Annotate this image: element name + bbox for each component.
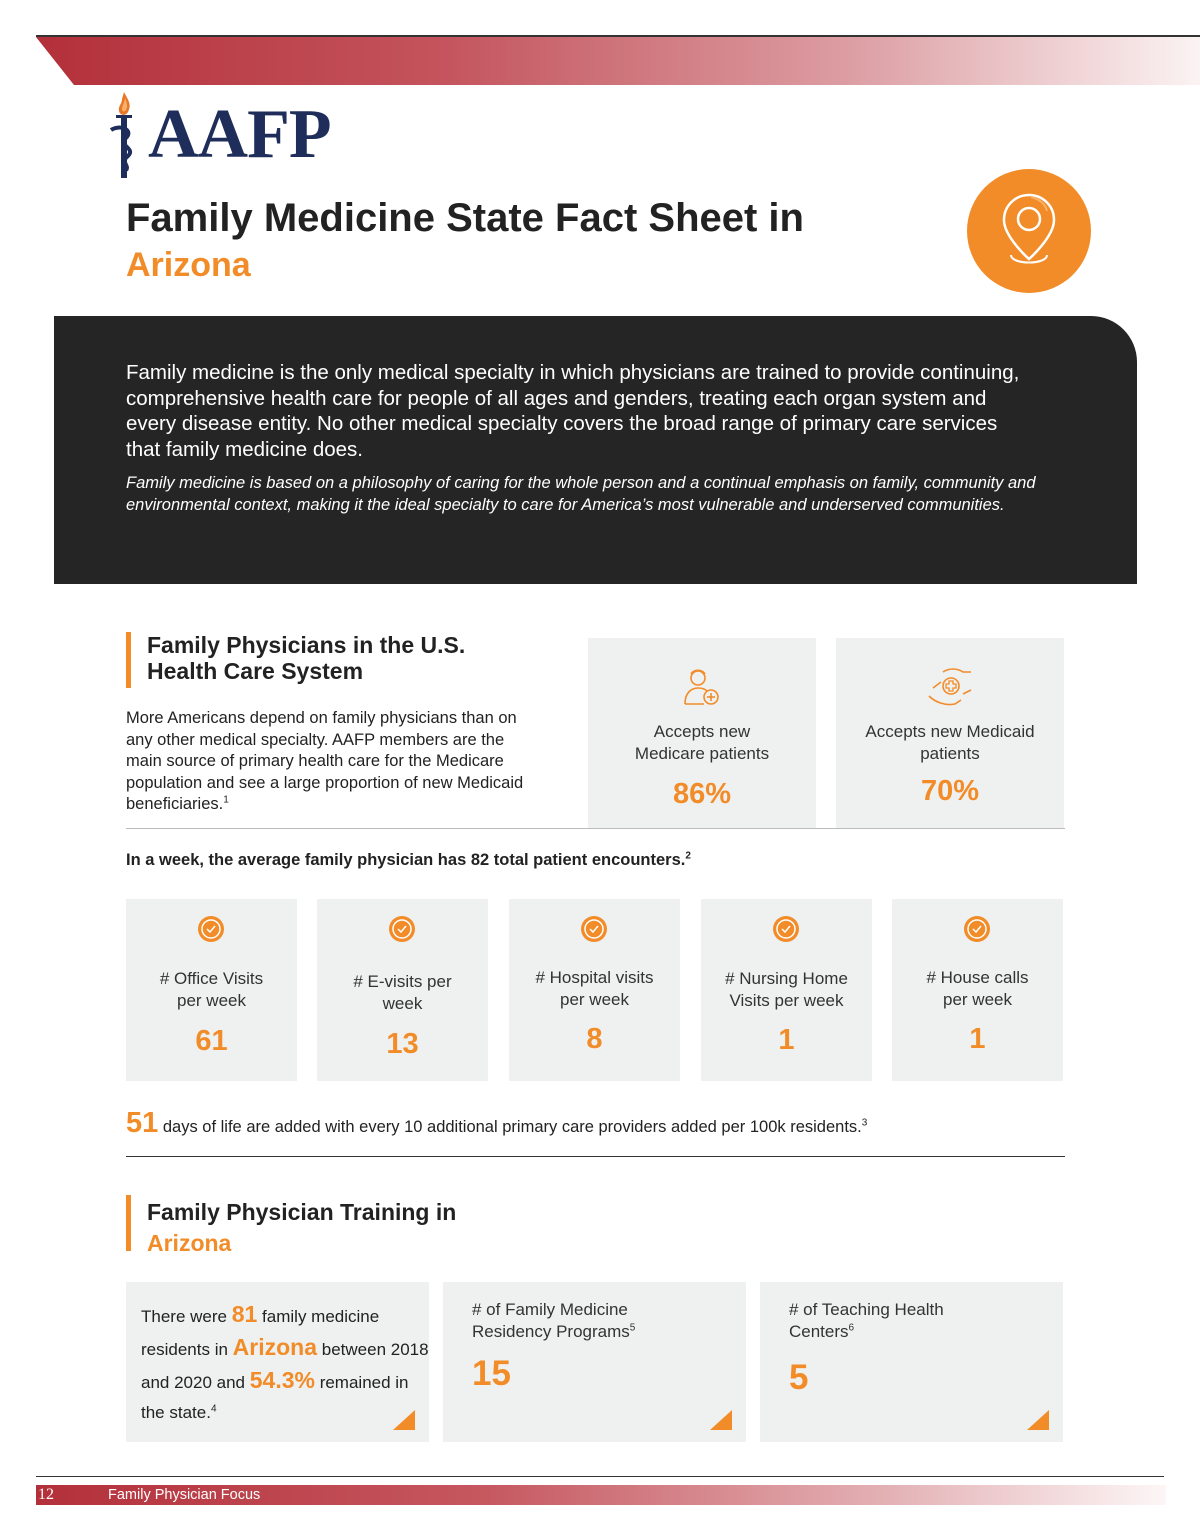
doctor-plus-icon xyxy=(682,666,722,708)
logo-text: AAFP xyxy=(148,96,331,173)
us-section-title xyxy=(147,632,465,684)
corner-triangle-icon xyxy=(710,1410,732,1430)
accent-bar xyxy=(126,632,131,688)
week-value: 1 xyxy=(969,1023,986,1055)
medicaid-value: 70% xyxy=(920,775,980,807)
check-badge-icon xyxy=(579,914,609,944)
encounters-text: In a week, the average family physician has 82 total patient encounters. xyxy=(126,851,686,869)
retention-percent: 54.3% xyxy=(249,1367,315,1393)
residents-text xyxy=(141,1299,429,1428)
header-band xyxy=(36,37,1200,85)
page-title: Family Medicine State Fact Sheet in xyxy=(126,196,804,240)
top-rule xyxy=(36,35,1200,37)
hospital-visits-card xyxy=(509,899,680,1081)
house-calls-card xyxy=(892,899,1063,1081)
residency-programs-card xyxy=(443,1282,746,1442)
state-name: Arizona xyxy=(126,246,251,284)
week-label: # Hospital visits per week xyxy=(535,968,654,1009)
divider xyxy=(126,1156,1065,1157)
medicaid-label: Accepts new Medicaid patients xyxy=(865,722,1035,763)
week-label: # Office Visits per week xyxy=(159,969,264,1010)
hands-cross-icon xyxy=(927,668,973,708)
corner-triangle-icon xyxy=(1027,1410,1049,1430)
location-pin-icon xyxy=(967,169,1091,293)
residents-state: Arizona xyxy=(232,1334,318,1360)
week-value: 8 xyxy=(586,1023,603,1055)
residents-text-part: family medicine residents in xyxy=(141,1307,380,1359)
residents-text-part: remained in the state. xyxy=(141,1373,409,1422)
footnote-ref: 1 xyxy=(223,794,229,806)
intro-main-text: Family medicine is the only medical specialty in which physicians are trained to provide continuing, comprehensive health care for people of all ages and genders, treating each organ system and every disease entity. No other medical specialty covers the broad range of primary care services that family medicine does. xyxy=(126,361,1020,461)
week-label: # Nursing Home Visits per week xyxy=(725,969,848,1010)
paragraph-text: More Americans depend on family physicians than on any other medical specialty. AAFP members are the main source of primary health care for the Medicare population and see a large proportion of new Medicaid beneficiaries. xyxy=(126,709,524,814)
location-badge xyxy=(967,169,1091,293)
training-title-line1: Family Physician Training in xyxy=(147,1199,457,1225)
footnote-ref: 4 xyxy=(210,1403,217,1415)
office-visits-card xyxy=(126,899,297,1081)
aafp-logo xyxy=(106,90,346,182)
e-visits-card xyxy=(317,899,488,1081)
centers-label xyxy=(789,1299,989,1343)
footnote-ref: 3 xyxy=(861,1117,868,1129)
divider xyxy=(126,828,1065,829)
intro-italic-text: Family medicine is based on a philosophy of caring for the whole person and a continual emphasis on family, community and environmental context, making it the ideal specialty to care for America’s most vulnerable and underserved communities. xyxy=(126,474,1036,514)
medicare-card xyxy=(588,638,816,828)
residents-text-part: between 2018 and 2020 and xyxy=(141,1340,429,1392)
days-value: 51 xyxy=(126,1107,159,1139)
footer-rule xyxy=(36,1476,1164,1477)
nursing-home-visits-card xyxy=(701,899,872,1081)
training-title-state: Arizona xyxy=(147,1230,232,1256)
programs-label xyxy=(472,1299,692,1343)
week-value: 13 xyxy=(386,1028,419,1060)
week-label: # House calls per week xyxy=(926,968,1029,1009)
page-number: 12 xyxy=(38,1486,54,1503)
residents-text-part: There were xyxy=(141,1307,227,1326)
us-title-line2: Health Care System xyxy=(147,658,364,684)
encounters-statement xyxy=(126,851,691,870)
residents-card xyxy=(126,1282,429,1442)
days-text: days of life are added with every 10 additional primary care providers added per 100k residents. xyxy=(162,1118,862,1136)
publication-title: Family Physician Focus xyxy=(108,1487,261,1503)
check-badge-icon xyxy=(962,914,992,944)
check-badge-icon xyxy=(387,914,417,944)
check-badge-icon xyxy=(196,914,226,944)
week-value: 61 xyxy=(195,1025,228,1057)
week-label: # E-visits per week xyxy=(353,972,452,1013)
centers-value: 5 xyxy=(789,1358,809,1397)
week-value: 1 xyxy=(778,1024,795,1056)
medicare-label: Accepts new Medicare patients xyxy=(634,722,770,763)
us-title-line1: Family Physicians in the U.S. xyxy=(147,632,466,658)
footnote-ref: 5 xyxy=(629,1322,636,1334)
programs-label-text: # of Family Medicine Residency Programs xyxy=(472,1300,630,1341)
footnote-ref: 2 xyxy=(685,850,691,862)
torch-icon xyxy=(106,90,142,182)
centers-label-text: # of Teaching Health Centers xyxy=(789,1300,944,1341)
days-of-life-statement xyxy=(126,1107,867,1140)
footnote-ref: 6 xyxy=(848,1322,855,1334)
check-badge-icon xyxy=(771,914,801,944)
accent-bar xyxy=(126,1195,131,1251)
intro-panel xyxy=(54,316,1137,584)
us-section-paragraph xyxy=(126,708,526,816)
programs-value: 15 xyxy=(472,1354,511,1393)
medicare-value: 86% xyxy=(672,778,732,810)
training-section-title xyxy=(147,1197,456,1259)
teaching-centers-card xyxy=(760,1282,1063,1442)
medicaid-card xyxy=(836,638,1064,828)
residents-count: 81 xyxy=(231,1301,258,1327)
